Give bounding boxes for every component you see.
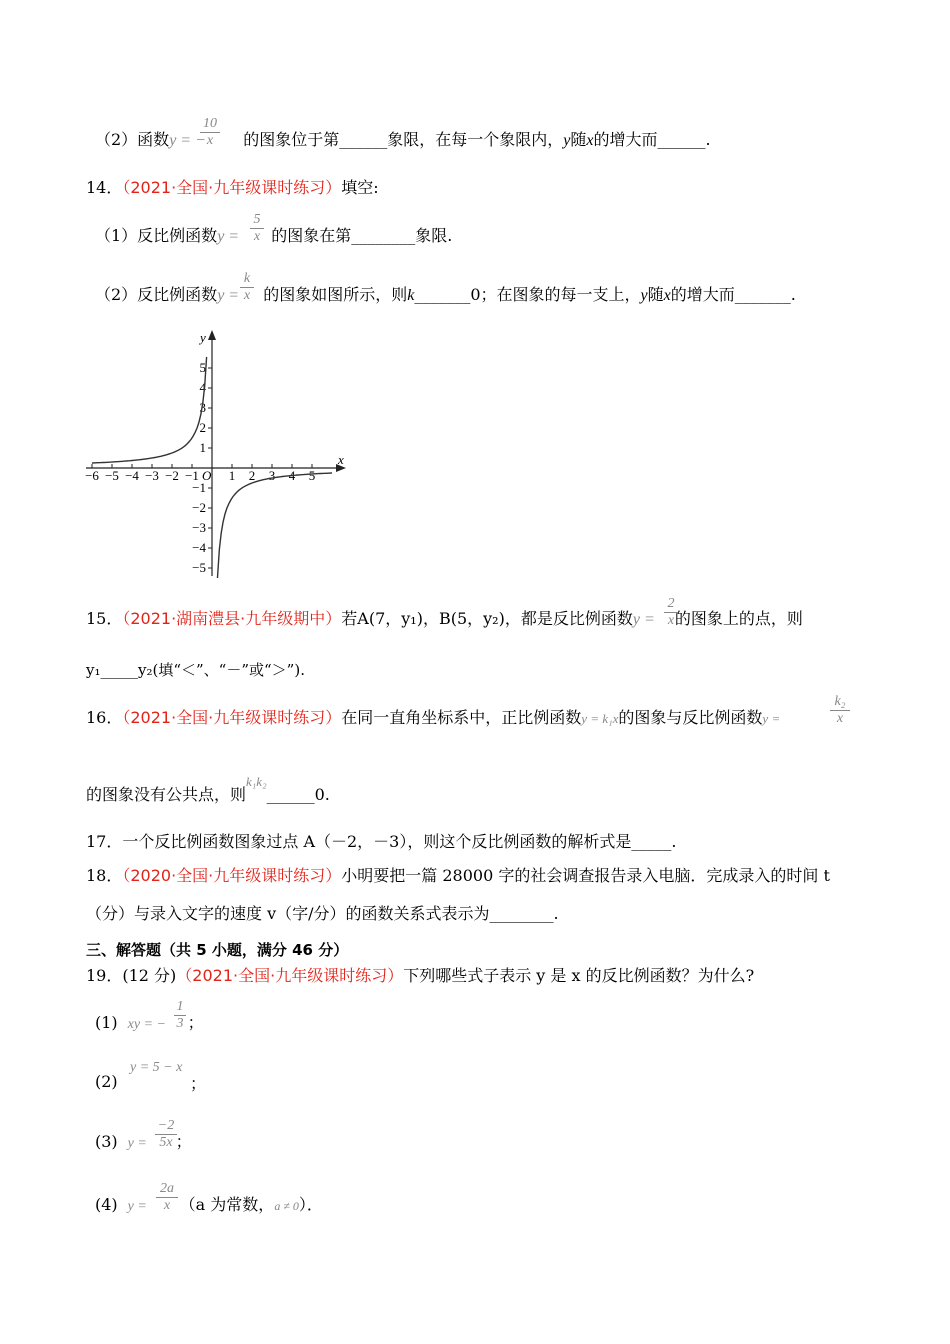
y-tick-label: −5 <box>192 560 206 575</box>
q14-p2-mid: 的图象如图所示，则 <box>263 285 408 304</box>
x-tick-label: 5 <box>308 468 316 483</box>
q19-p1-den: 3 <box>176 1016 184 1031</box>
q16-line2-a: 的图象没有公共点，则 <box>86 785 247 804</box>
q15-text: 若A(7，y₁)，B(5，y₂)，都是反比例函数 <box>341 609 633 628</box>
q19-p3-den: 5x <box>159 1135 173 1150</box>
q19-part3 <box>95 1132 192 1154</box>
q16-line2 <box>86 774 330 806</box>
q14-header <box>86 178 379 198</box>
x-tick-label: 1 <box>228 468 236 483</box>
q13-frac-den: x <box>206 133 214 148</box>
q14-p2-tail: 的增大而_______. <box>670 285 796 304</box>
q19-p4-tail-b: ）． <box>298 1195 323 1214</box>
x-tick-label: 4 <box>288 468 296 483</box>
x-tick-label: −3 <box>145 468 159 483</box>
q16-fraction <box>830 694 850 727</box>
q14-p2-x: x <box>663 287 671 304</box>
y-tick-label: −4 <box>192 540 206 555</box>
q19-p4-lhs: y = <box>127 1199 147 1214</box>
q16-f2-den: x <box>836 711 844 726</box>
section3-title: 三、解答题（共 5 小题，满分 46 分） <box>86 941 349 959</box>
q14-p2-mid2: _______0；在图象的每一支上， <box>414 285 641 304</box>
q19-p4-den: x <box>163 1198 171 1213</box>
q13-prefix: （2）函数 <box>95 130 170 149</box>
q16-f1: y = k₁x <box>581 711 619 726</box>
q19-p1-num: 1 <box>176 999 184 1014</box>
q16-f2-lhs: y = <box>762 711 781 726</box>
q14-p1-prefix: （1）反比例函数 <box>95 226 218 245</box>
q18-number: 18． <box>86 866 123 885</box>
q16-number: 16． <box>86 708 123 727</box>
q19-p4-cond: a ≠ 0 <box>274 1199 299 1213</box>
x-tick-label: −6 <box>85 468 99 483</box>
x-tick-label: 2 <box>248 468 256 483</box>
y-axis-arrow <box>208 330 216 340</box>
q15-fraction <box>664 596 678 629</box>
y-tick-label: 4 <box>199 380 206 395</box>
q14-p2-num: k <box>243 271 251 286</box>
q18-line2: （分）与录入文字的速度 v（字/分）的函数关系式表示为________. <box>86 904 559 923</box>
q14-p2-k: k <box>407 287 415 304</box>
q19-p4-num: 2a <box>160 1181 174 1196</box>
q16-line2-b: ______0. <box>266 785 330 804</box>
q15-lhs: y = <box>632 611 655 628</box>
q19-p4-tail-a: （a 为常数， <box>179 1195 275 1214</box>
q15-source: （2021·湖南澧县·九年级期中） <box>122 609 342 628</box>
q19-p1-lhs: xy = − <box>127 1017 166 1032</box>
q14-p2-fraction <box>240 271 254 304</box>
y-tick-label: 3 <box>199 400 206 415</box>
q15-line2: y₁_____y₂(填“＜”、“－”或“＞”). <box>86 661 305 679</box>
q19-p3-num: −2 <box>157 1118 175 1133</box>
q14-p2-sui: 随 <box>647 285 664 304</box>
q19-p3-lhs: y = <box>127 1136 147 1151</box>
q19-p1-label: (1) <box>95 1013 118 1032</box>
x-tick-label: −1 <box>185 468 199 483</box>
q16-line1 <box>86 708 786 729</box>
q14-number: 14． <box>86 178 123 197</box>
x-tick-label: −5 <box>105 468 119 483</box>
q15-tail: 的图象上的点，则 <box>674 609 803 628</box>
hyperbola-branch-left <box>92 357 207 463</box>
q13-func-lhs: y = − <box>169 132 206 149</box>
q16-k1k2: k₁k₂ <box>246 774 267 789</box>
q19-text: 下列哪些式子表示 y 是 x 的反比例函数？为什么? <box>403 966 755 985</box>
q19-header <box>86 966 754 986</box>
q18-line1 <box>86 866 830 886</box>
x-tick-label: −2 <box>165 468 179 483</box>
x-tick-label: −4 <box>125 468 139 483</box>
q13-var-x: x <box>586 132 594 149</box>
q19-p1-tail: ； <box>187 1013 204 1032</box>
q13-mid: 的图象位于第______象限，在每一个象限内， <box>243 130 564 149</box>
y-tick-label: −3 <box>192 520 206 535</box>
q14-p1-den: x <box>253 229 261 244</box>
y-tick-label: −2 <box>192 500 206 515</box>
q14-p2-den: x <box>243 288 251 303</box>
q19-p3-fraction <box>155 1118 177 1151</box>
q17-line: 17．一个反比例函数图象过点 A（－2，－3），则这个反比例函数的解析式是_____. <box>86 832 677 851</box>
origin-label: O <box>202 468 212 483</box>
q14-p1-fraction <box>250 212 264 245</box>
y-tick-label: −1 <box>192 480 206 495</box>
q14-p2-prefix: （2）反比例函数 <box>95 285 218 304</box>
q14-p1-tail: 的图象在第________象限. <box>271 226 453 245</box>
q14-p2-y: y <box>640 287 648 304</box>
q19-p1-fraction <box>174 999 186 1032</box>
q18-source: （2020·全国·九年级课时练习） <box>122 866 342 885</box>
q13-tail: 的增大而______. <box>593 130 711 149</box>
hyperbola-branch-right <box>217 473 332 578</box>
y-tick-label: 1 <box>199 440 206 455</box>
q16-text: 在同一直角坐标系中，正比例函数 <box>341 708 582 727</box>
x-tick-label: 3 <box>268 468 276 483</box>
x-axis-label: x <box>338 452 344 467</box>
q16-source: （2021·全国·九年级课时练习） <box>122 708 342 727</box>
q15-number: 15． <box>86 609 123 628</box>
q13-frac-num: 10 <box>203 116 217 131</box>
q14-part1 <box>95 226 452 247</box>
q19-p2-label: (2) <box>95 1072 118 1091</box>
y-tick-label: 2 <box>199 420 206 435</box>
q13-fraction <box>200 116 220 149</box>
q15-line1 <box>86 609 803 630</box>
q16-f2-num: k₂ <box>834 694 846 709</box>
q19-part2 <box>95 1072 118 1092</box>
y-tick-label: 5 <box>199 360 206 375</box>
q15-frac-num: 2 <box>667 596 675 611</box>
q19-p2-tail: ； <box>190 1074 207 1093</box>
q15-frac-den: x <box>667 613 675 628</box>
q19-part1 <box>95 1013 204 1035</box>
q14-source: （2021·全国·九年级课时练习） <box>122 178 342 197</box>
q13-part2 <box>95 130 711 151</box>
q19-source: （2021·全国·九年级课时练习） <box>176 966 404 985</box>
hyperbola-graph <box>84 326 354 578</box>
q19-p3-label: (3) <box>95 1132 118 1151</box>
q18-text: 小明要把一篇 28000 字的社会调查报告录入电脑．完成录入的时间 t <box>341 866 830 885</box>
q19-p3-tail: ； <box>175 1132 192 1151</box>
q13-var-y: y <box>563 132 571 149</box>
q19-p2-expr: y = 5 − x <box>130 1060 183 1075</box>
q14-part2 <box>95 285 796 306</box>
q19-part4 <box>95 1195 323 1217</box>
q19-p4-fraction <box>156 1181 178 1214</box>
q14-p1-lhs: y = <box>217 228 240 245</box>
q14-p1-num: 5 <box>253 212 261 227</box>
q14-text: 填空: <box>341 178 379 197</box>
q13-sui: 随 <box>570 130 587 149</box>
q19-number: 19．(12 分) <box>86 966 177 985</box>
q16-mid: 的图象与反比例函数 <box>618 708 763 727</box>
q19-p4-label: (4) <box>95 1195 118 1214</box>
q14-p2-lhs: y = <box>217 287 240 304</box>
y-axis-label: y <box>200 330 206 345</box>
